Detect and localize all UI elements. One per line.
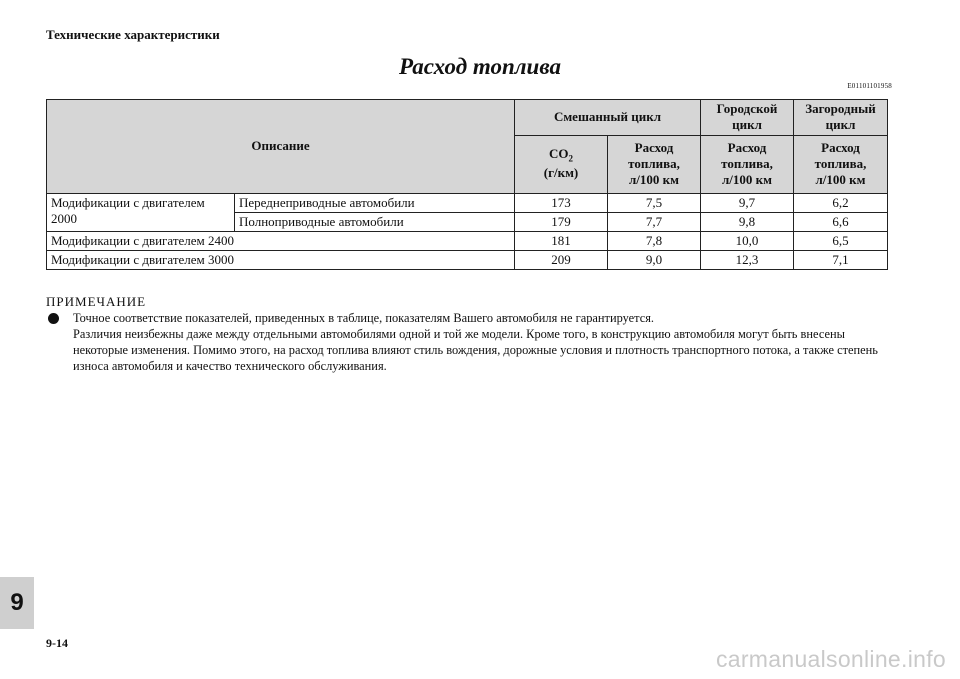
mixed-cycle-header: Смешанный цикл <box>515 100 701 136</box>
page-number: 9-14 <box>46 636 68 650</box>
extra-urban-value: 7,1 <box>794 250 888 269</box>
watermark: carmanualsonline.info <box>715 646 946 672</box>
mixed-value: 7,7 <box>608 212 701 231</box>
table-row <box>47 193 888 212</box>
extra-urban-value: 6,5 <box>794 231 888 250</box>
extra-urban-cycle-header: Загородный цикл <box>794 100 888 136</box>
co2-value: 179 <box>515 212 608 231</box>
extra-urban-value: 6,6 <box>794 212 888 231</box>
fuel-header-extra-urban: Расход топлива, л/100 км <box>794 135 888 193</box>
row-label: Переднеприводные автомобили <box>235 193 515 212</box>
urban-value: 10,0 <box>701 231 794 250</box>
extra-urban-value: 6,2 <box>794 193 888 212</box>
page-title: Расход топлива <box>399 54 561 79</box>
co2-value: 181 <box>515 231 608 250</box>
urban-value: 12,3 <box>701 250 794 269</box>
fuel-consumption-table <box>46 99 888 270</box>
document-code: E01101101958 <box>847 82 892 90</box>
co2-unit: (г/км) <box>543 165 579 181</box>
co2-value: 209 <box>515 250 608 269</box>
mixed-value: 7,5 <box>608 193 701 212</box>
mixed-value: 9,0 <box>608 250 701 269</box>
description-header: Описание <box>47 100 515 194</box>
co2-label: CO <box>549 146 569 162</box>
chapter-tab: 9 <box>0 577 34 629</box>
fuel-header-urban: Расход топлива, л/100 км <box>701 135 794 193</box>
table-row <box>47 231 888 250</box>
engine-2000-group-label: Модификации с двигателем 2000 <box>47 193 235 231</box>
row-label: Модификации с двигателем 3000 <box>47 250 515 269</box>
table-row <box>47 250 888 269</box>
note-label: ПРИМЕЧАНИЕ <box>46 294 147 309</box>
urban-value: 9,8 <box>701 212 794 231</box>
co2-value: 173 <box>515 193 608 212</box>
fuel-header-mixed: Расход топлива, л/100 км <box>608 135 701 193</box>
bullet-icon <box>48 313 59 324</box>
row-label: Полноприводные автомобили <box>235 212 515 231</box>
note-line-1: Точное соответствие показателей, приведенных в таблице, показателям Вашего автомобиля не гарантируется. <box>73 311 655 325</box>
co2-header <box>515 135 608 193</box>
urban-cycle-header: Городской цикл <box>701 100 794 136</box>
row-label: Модификации с двигателем 2400 <box>47 231 515 250</box>
section-header: Технические характеристики <box>46 27 220 42</box>
mixed-value: 7,8 <box>608 231 701 250</box>
note-body <box>48 310 898 374</box>
urban-value: 9,7 <box>701 193 794 212</box>
note-line-2: Различия неизбежны даже между отдельными автомобилями одной и той же модели. Кроме того, в конструкцию автомобиля могут быть внесены некоторые изменения. Помимо этого, на расход топлива влияют стиль вождения, дорожные условия и плотность транспортного потока, а также степень износа автомобиля и качество технического обслуживания. <box>73 327 878 373</box>
co2-subscript: 2 <box>568 154 573 165</box>
